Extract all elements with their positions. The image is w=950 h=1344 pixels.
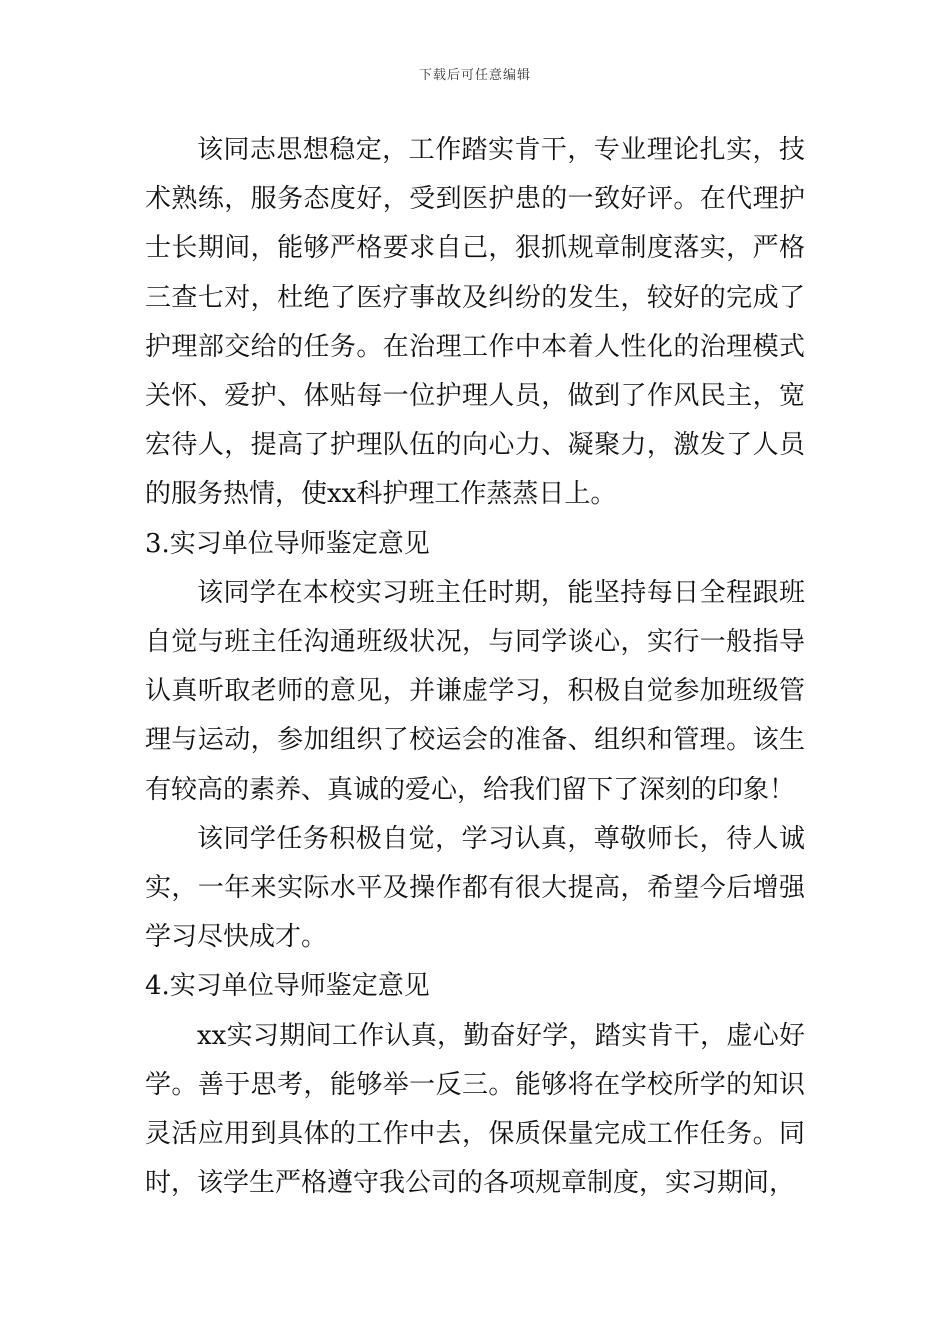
section-heading-4: 4.实习单位导师鉴定意见	[145, 971, 430, 1002]
paragraph-evaluation-nurse: 该同志思想稳定，工作踏实肯干，专业理论扎实，技术熟练，服务态度好，受到医护患的一致好评。在代理护士长期间，能够严格要求自己，狠抓规章制度落实，严格三查七对，杜绝了医疗事故及纠纷的发生，较好的完成了护理部交给的任务。在治理工作中本着人性化的治理模式关怀、爱护、体贴每一位护理人员，做到了作风民主，宽宏待人，提高了护理队伍的向心力、凝聚力，激发了人员的服务热情，使xx科护理工作蒸蒸日上。	[145, 135, 805, 510]
page-header: 下载后可任意编辑	[418, 68, 531, 83]
paragraph-evaluation-teacher: 该同学在本校实习班主任时期，能坚持每日全程跟班自觉与班主任沟通班级状况，与同学谈心，实行一般指导认真听取老师的意见，并谦虚学习，积极自觉参加班级管理与运动，参加组织了校运会的准备、组织和管理。该生有较高的素养、真诚的爱心，给我们留下了深刻的印象！	[145, 577, 805, 805]
document-body	[145, 126, 805, 1208]
paragraph-evaluation-intern: xx实习期间工作认真，勤奋好学，踏实肯干，虚心好学。善于思考，能够举一反三。能够将在学校所学的知识灵活应用到具体的工作中去，保质保量完成工作任务。同时，该学生严格遵守我公司的各项规章制度，实习期间，	[145, 1020, 805, 1199]
paragraph-evaluation-student: 该同学任务积极自觉，学习认真，尊敬师长，待人诚实，一年来实际水平及操作都有很大提高，希望今后增强学习尽快成才。	[145, 823, 805, 953]
section-heading-3: 3.实习单位导师鉴定意见	[145, 528, 430, 559]
